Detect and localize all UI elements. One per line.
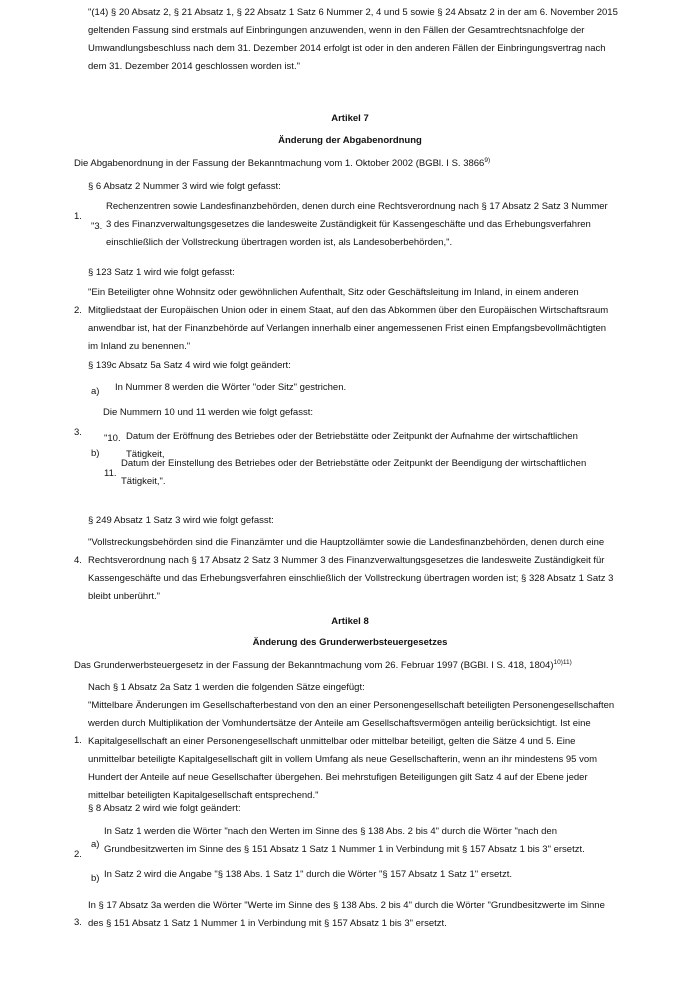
art8-item-2-number: 2. xyxy=(74,849,82,860)
art7-item-3-heading: § 139c Absatz 5a Satz 4 wird wie folgt geändert: xyxy=(88,360,291,371)
article-7-lead xyxy=(74,152,634,173)
art7-item-2-heading: § 123 Satz 1 wird wie folgt gefasst: xyxy=(88,267,235,278)
footnote-ref: 9) xyxy=(484,157,491,164)
art8-item-2b-text: In Satz 2 wird die Angabe "§ 138 Abs. 1 Satz 1" durch die Wörter "§ 157 Absatz 1 Satz 1" ersetzt. xyxy=(104,869,512,880)
art8-item-3-text: In § 17 Absatz 3a werden die Wörter "Werte im Sinne des § 138 Abs. 2 bis 4" durch die Wörter "Grundbesitzwerte im Sinne des § 151 Absatz 1 Satz 1 Nummer 1 in Verbindung mit § 157 Absatz 1 bis 3" ersetzt. xyxy=(88,900,605,929)
art7-item-4-number: 4. xyxy=(74,555,82,566)
art7-item-3b-heading: Die Nummern 10 und 11 werden wie folgt gefasst: xyxy=(103,407,313,418)
art8-item-1-text: "Mittelbare Änderungen im Gesellschafterbestand von den an einer Personengesellschaft beteiligten Personengesellschaften werden durch Multiplikation der Vomhundertsätze der Anteile am Gesellschaftsvermögen anteilig berücksichtigt. Ist eine Kapitalgesellschaft an einer Personengesellschaft unmittelbar oder mittelbar beteiligt, gelten die Sätze 4 und 5. Eine unmittelbar beteiligte Kapitalgesellschaft gilt in vollem Umfang als neue Gesellschafterin, wenn an ihr mindestens 95 vom Hundert der Anteile auf neue Gesellschafter übergehen. Bei mehrstufigen Beteiligungen gilt Satz 4 auf der Ebene jeder mittelbar beteiligten Kapitalgesellschaft entsprechend." xyxy=(88,700,615,801)
art7-item-1-text: Rechenzentren sowie Landesfinanzbehörden, denen durch eine Rechtsverordnung nach § 17 Absatz 2 Satz 3 Nummer 3 des Finanzverwaltungsgesetzes die landesweite Zuständigkeit für Kassengeschäfte und das Erhebungsverfahren einschließlich der Vollstreckung übertragen worden ist, als Landesoberbehörden,". xyxy=(106,201,608,248)
art8-item-1-heading: Nach § 1 Absatz 2a Satz 1 werden die folgenden Sätze eingefügt: xyxy=(88,682,365,693)
art7-item-3b1-number: "10. xyxy=(104,433,121,444)
art7-item-3b2-text: Datum der Einstellung des Betriebes oder der Betriebstätte oder Zeitpunkt der Beendigung der wirtschaftlichen Tätigkeit,". xyxy=(121,458,587,487)
art7-item-1-subnumber: "3. xyxy=(91,221,103,232)
art8-item-2a-text: In Satz 1 werden die Wörter "nach den Werten im Sinne des § 138 Abs. 2 bis 4" durch die Wörter "nach den Grundbesitzwerten im Sinne des § 151 Absatz 1 Satz 1 Nummer 1 in Verbindung mit § 157 Absatz 1 bis 3" ersetzt. xyxy=(104,826,585,855)
art7-item-3b2-number: 11. xyxy=(104,468,117,479)
art8-item-2b-label: b) xyxy=(91,873,100,884)
art8-item-2-heading: § 8 Absatz 2 wird wie folgt geändert: xyxy=(88,803,241,814)
article-7-label: Artikel 7 xyxy=(331,113,369,124)
art7-item-3a-label: a) xyxy=(91,386,100,397)
article-8-title: Änderung des Grunderwerbsteuergesetzes xyxy=(252,637,448,648)
article-8-lead-text: Das Grunderwerbsteuergesetz in der Fassung der Bekanntmachung vom 26. Februar 1997 (BGBl. I S. 418, 1804) xyxy=(74,660,554,671)
art7-item-4-text: "Vollstreckungsbehörden sind die Finanzämter und die Hauptzollämter sowie die Landesfinanzbehörden, denen durch eine Rechtsverordnung nach § 17 Absatz 2 Satz 3 Nummer 3 des Finanzverwaltungsgesetzes die landesweite Zuständigkeit für Kassengeschäfte und das Erhebungsverfahren einschließlich der Vollstreckung übertragen worden ist; § 328 Absatz 1 Satz 3 bleibt unberührt." xyxy=(88,537,614,602)
art7-item-3b-label: b) xyxy=(91,448,100,459)
footnote-ref: 10)11) xyxy=(553,659,572,666)
art7-item-3-number: 3. xyxy=(74,427,82,438)
article-7-lead-text: Die Abgabenordnung in der Fassung der Bekanntmachung vom 1. Oktober 2002 (BGBl. I S. 3866 xyxy=(74,158,485,169)
article-7-title: Änderung der Abgabenordnung xyxy=(278,135,422,146)
art8-item-2a-label: a) xyxy=(91,839,100,850)
article-8-lead xyxy=(74,654,654,675)
art8-item-1-number: 1. xyxy=(74,735,82,746)
intro-paragraph: "(14) § 20 Absatz 2, § 21 Absatz 1, § 22 Absatz 1 Satz 6 Nummer 2, 4 und 5 sowie § 24 Absatz 2 in der am 6. November 2015 geltenden Fassung sind erstmals auf Einbringungen anzuwenden, wenn in den Fällen der Gesamtrechtsnachfolge der Umwandlungsbeschluss nach dem 31. Dezember 2014 erfolgt ist oder in den anderen Fällen der Einbringungsvertrag nach dem 31. Dezember 2014 geschlossen worden ist." xyxy=(88,7,618,72)
art7-item-4-heading: § 249 Absatz 1 Satz 3 wird wie folgt gefasst: xyxy=(88,515,274,526)
art7-item-2-number: 2. xyxy=(74,305,82,316)
art7-item-1-heading: § 6 Absatz 2 Nummer 3 wird wie folgt gefasst: xyxy=(88,181,281,192)
art7-item-2-text: "Ein Beteiligter ohne Wohnsitz oder gewöhnlichen Aufenthalt, Sitz oder Geschäftsleitung im Inland, in einem anderen Mitgliedstaat der Europäischen Union oder in einem Staat, auf den das Abkommen über den Europäischen Wirtschaftsraum anwendbar ist, hat der Finanzbehörde auf Verlangen innerhalb einer angemessenen Frist einen Empfangsbevollmächtigten im Inland zu benennen." xyxy=(88,287,609,352)
art7-item-3a-text: In Nummer 8 werden die Wörter "oder Sitz" gestrichen. xyxy=(115,382,347,393)
art7-item-1-number: 1. xyxy=(74,211,82,222)
art7-item-3b1-text: Datum der Eröffnung des Betriebes oder der Betriebstätte oder Zeitpunkt der Aufnahme der wirtschaftlichen Tätigkeit, xyxy=(126,431,578,460)
article-8-label: Artikel 8 xyxy=(331,616,369,627)
art8-item-3-number: 3. xyxy=(74,917,82,928)
